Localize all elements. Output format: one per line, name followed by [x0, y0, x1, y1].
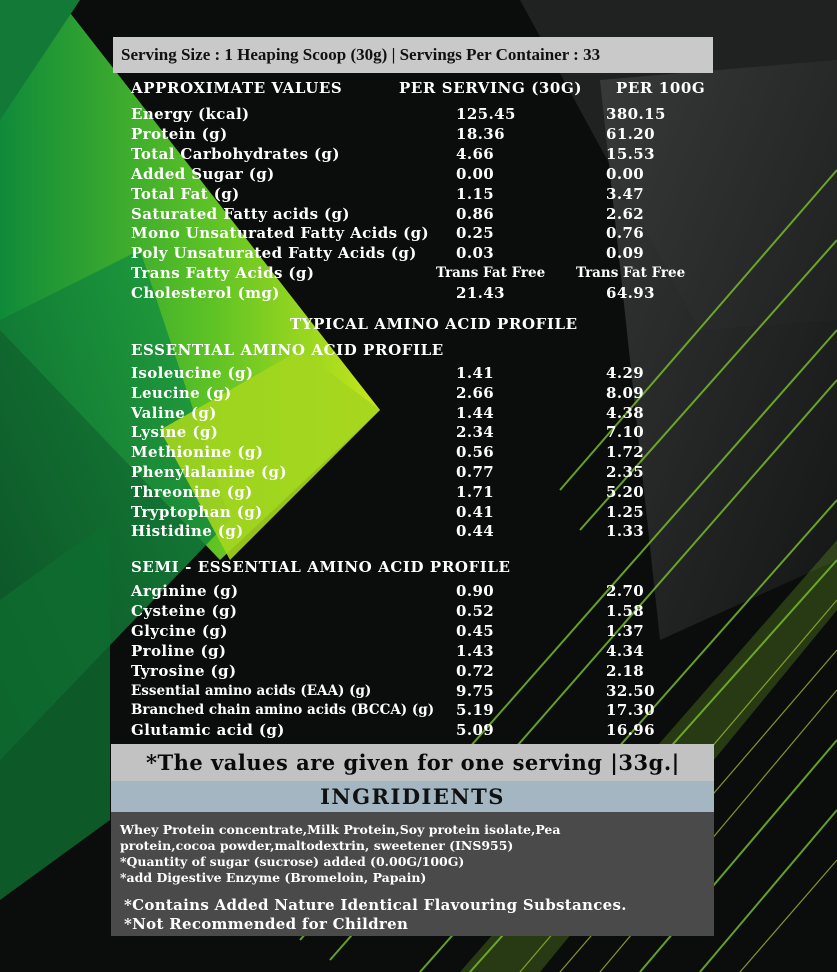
row-label: Isoleucine (g)	[131, 364, 254, 382]
per-serving-value: 0.41	[456, 502, 495, 521]
per-serving-value: Trans Fat Free	[436, 265, 546, 282]
per-100g-value: 4.29	[606, 364, 645, 382]
per-serving-value: 1.41	[456, 364, 495, 382]
per-100g-value: 0.76	[606, 224, 645, 243]
row-label: Phenylalanine (g)	[131, 463, 287, 481]
per-serving-value: 1.43	[456, 641, 495, 660]
row-label: Lysine (g)	[131, 423, 219, 442]
per-100g-value: 7.10	[606, 423, 645, 442]
per-serving-value: 0.77	[456, 463, 495, 481]
ingredients-box	[111, 812, 714, 936]
per-100g-value: 1.72	[606, 443, 645, 462]
per-100g-value: 17.30	[606, 701, 655, 720]
per-100g-value: 8.09	[606, 383, 645, 402]
per-serving-value: 125.45	[456, 105, 516, 123]
row-label: Cysteine (g)	[131, 601, 238, 620]
per-serving-value: 2.66	[456, 383, 495, 402]
per-serving-value: 0.86	[456, 204, 495, 223]
per-serving-value: 0.25	[456, 224, 495, 243]
per-100g-value: 1.58	[606, 601, 645, 620]
ingredients-line: *Quantity of sugar (sucrose) added (0.00G/100G)	[120, 854, 465, 869]
per-serving-value: 1.15	[456, 184, 495, 203]
row-label: Saturated Fatty acids (g)	[131, 204, 350, 223]
per-100g-value: 32.50	[606, 681, 655, 700]
per-100g-value: 16.96	[606, 721, 655, 740]
warning-flavouring: *Contains Added Nature Identical Flavouring Substances.	[124, 896, 627, 914]
per-serving-value: 0.44	[456, 522, 495, 541]
row-label: Tyrosine (g)	[131, 661, 237, 680]
per-100g-value: 61.20	[606, 124, 655, 143]
per-serving-value: 0.00	[456, 164, 495, 183]
per-serving-value: 4.66	[456, 144, 495, 163]
row-label: Histidine (g)	[131, 522, 244, 541]
row-label: Valine (g)	[131, 403, 217, 422]
header-per-100g: PER 100G	[616, 79, 706, 97]
per-serving-value: 9.75	[456, 681, 495, 700]
row-label: Total Fat (g)	[131, 184, 240, 203]
per-100g-value: 3.47	[606, 184, 645, 203]
row-label: Cholesterol (mg)	[131, 284, 280, 303]
row-label: Trans Fatty Acids (g)	[131, 264, 315, 283]
ingredients-line: Whey Protein concentrate,Milk Protein,Soy protein isolate,Pea	[120, 822, 561, 837]
per-100g-value: 1.37	[606, 621, 645, 640]
serving-size-banner: Serving Size : 1 Heaping Scoop (30g) | Servings Per Container : 33	[113, 37, 713, 73]
per-100g-value: 1.33	[606, 522, 645, 541]
row-label: Glutamic acid (g)	[131, 721, 285, 740]
per-100g-value: Trans Fat Free	[576, 265, 686, 282]
per-100g-value: 4.38	[606, 403, 645, 422]
semi-essential-title: SEMI - ESSENTIAL AMINO ACID PROFILE	[131, 558, 511, 576]
per-100g-value: 0.00	[606, 164, 645, 183]
serving-footnote: *The values are given for one serving |33g.|	[111, 744, 714, 781]
per-serving-value: 0.03	[456, 244, 495, 263]
row-label: Proline (g)	[131, 641, 227, 660]
row-label: Arginine (g)	[131, 582, 239, 600]
ingredients-line: protein,cocoa powder,maltodextrin, sweetener (INS955)	[120, 838, 514, 853]
per-serving-value: 0.52	[456, 601, 495, 620]
per-serving-value: 18.36	[456, 124, 505, 143]
per-100g-value: 2.70	[606, 582, 645, 600]
row-label: Protein (g)	[131, 124, 228, 143]
per-serving-value: 0.56	[456, 443, 495, 462]
row-label: Threonine (g)	[131, 482, 253, 501]
row-label: Leucine (g)	[131, 383, 232, 402]
row-label: Poly Unsaturated Fatty Acids (g)	[131, 244, 417, 263]
per-100g-value: 2.62	[606, 204, 645, 223]
per-100g-value: 380.15	[606, 105, 666, 123]
per-serving-value: 21.43	[456, 284, 505, 303]
per-serving-value: 0.72	[456, 661, 495, 680]
per-100g-value: 15.53	[606, 144, 655, 163]
ingredients-line: *add Digestive Enzyme (Bromeloin, Papain)	[120, 870, 427, 885]
row-label: Branched chain amino acids (BCCA) (g)	[131, 702, 435, 719]
ingredients-title: INGRIDIENTS	[111, 781, 714, 812]
row-label: Methionine (g)	[131, 443, 264, 462]
per-serving-value: 0.90	[456, 582, 495, 600]
per-serving-value: 0.45	[456, 621, 495, 640]
header-approx: APPROXIMATE VALUES	[131, 79, 343, 97]
typical-amino-title: TYPICAL AMINO ACID PROFILE	[290, 315, 578, 333]
row-label: Total Carbohydrates (g)	[131, 144, 340, 163]
per-100g-value: 5.20	[606, 482, 645, 501]
per-100g-value: 2.35	[606, 463, 645, 481]
row-label: Glycine (g)	[131, 621, 228, 640]
per-serving-value: 1.44	[456, 403, 495, 422]
row-label: Energy (kcal)	[131, 105, 250, 123]
row-label: Essential amino acids (EAA) (g)	[131, 682, 372, 699]
per-serving-value: 1.71	[456, 482, 495, 501]
per-100g-value: 2.18	[606, 661, 645, 680]
row-label: Mono Unsaturated Fatty Acids (g)	[131, 224, 429, 243]
per-serving-value: 5.09	[456, 721, 495, 740]
per-serving-value: 5.19	[456, 701, 495, 720]
essential-amino-title: ESSENTIAL AMINO ACID PROFILE	[131, 341, 444, 359]
per-100g-value: 4.34	[606, 641, 645, 660]
warning-children: *Not Recommended for Children	[124, 915, 409, 933]
per-100g-value: 64.93	[606, 284, 655, 303]
row-label: Tryptophan (g)	[131, 502, 263, 521]
row-label: Added Sugar (g)	[131, 164, 275, 183]
per-100g-value: 1.25	[606, 502, 645, 521]
per-100g-value: 0.09	[606, 244, 645, 263]
header-per-serving: PER SERVING (30G)	[399, 79, 583, 97]
per-serving-value: 2.34	[456, 423, 495, 442]
